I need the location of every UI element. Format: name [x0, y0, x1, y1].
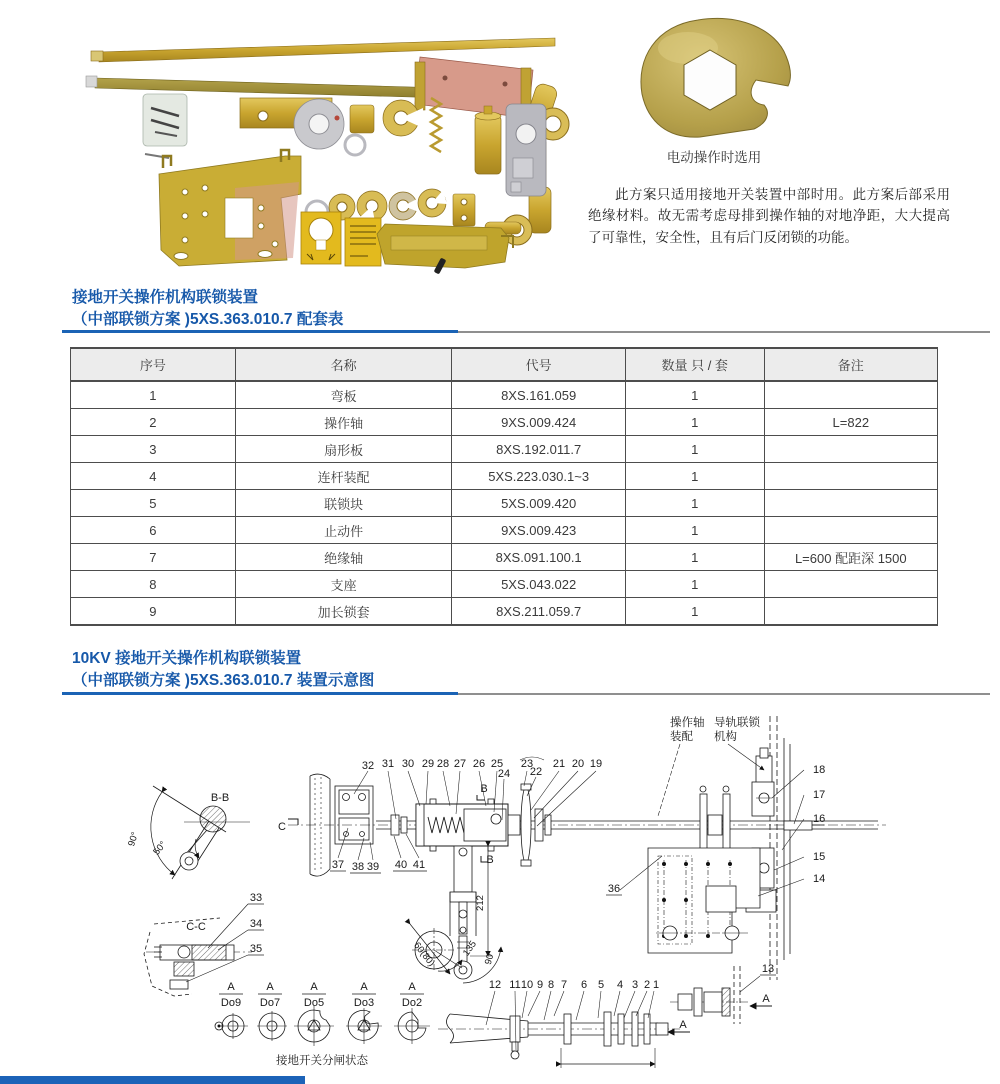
rail-lock-label-2: 机构: [714, 731, 737, 743]
callout-33: 33: [249, 892, 263, 904]
callout-10: 10: [520, 979, 534, 991]
cell: 7: [71, 544, 236, 571]
view-a-label: A: [360, 981, 368, 993]
cell: 1: [71, 381, 236, 409]
rule-blue-segment: [62, 330, 458, 333]
callout-23: 23: [520, 758, 534, 770]
diagram-title-line2: （中部联锁方案 )5XS.363.010.7 装置示意图: [72, 671, 375, 689]
do5-label: Do5: [303, 997, 325, 1009]
cell: 6: [71, 517, 236, 544]
callout-39: 39: [366, 861, 380, 873]
callout-11: 11: [509, 979, 521, 991]
table-title-line2: （中部联锁方案 )5XS.363.010.7 配套表: [72, 310, 344, 328]
cell: 5: [71, 490, 236, 517]
table-row: [71, 517, 938, 544]
assembly-diagram: [58, 698, 990, 1080]
operating-shaft-detail: [438, 979, 690, 1068]
callout-1: 1: [652, 979, 660, 991]
cell: L=822: [764, 409, 937, 436]
cell: 操作轴: [235, 409, 452, 436]
section-b-mark: B: [486, 854, 494, 866]
callout-29: 29: [421, 758, 435, 770]
callout-37: 37: [331, 859, 345, 871]
col-header-code: 代号: [452, 348, 625, 381]
dim-60-80: 60(80): [411, 940, 437, 969]
table-row: [71, 436, 938, 463]
cell: 1: [625, 490, 764, 517]
cell: 1: [625, 598, 764, 626]
photo-flange-parts: [294, 99, 423, 155]
cell: [764, 436, 937, 463]
section-a-mark: A: [762, 993, 770, 1005]
view-a-label: A: [310, 981, 318, 993]
do7-label: Do7: [259, 997, 281, 1009]
photo-hardware-bag: [143, 94, 187, 158]
cell: 9: [71, 598, 236, 626]
rule-gray-segment: [458, 331, 990, 333]
op-shaft-label-2: 装配: [670, 731, 693, 743]
callout-24: 24: [497, 768, 511, 780]
diagram-section-title: [72, 648, 374, 691]
table-row: [71, 490, 938, 517]
callout-14: 14: [813, 873, 826, 885]
callout-30: 30: [401, 758, 415, 770]
section-bb-detail: [126, 786, 250, 879]
callout-27: 27: [453, 758, 467, 770]
photo-warning-labels: [301, 212, 381, 266]
cam-do7: [257, 1011, 287, 1041]
callout-12: 12: [488, 979, 502, 991]
callout-34: 34: [249, 918, 263, 930]
cell: [764, 598, 937, 626]
cell: 8: [71, 571, 236, 598]
cell: 加长锁套: [235, 598, 452, 626]
callout-22: 22: [529, 766, 543, 778]
callout-32: 32: [361, 760, 375, 772]
cell: 5XS.223.030.1~3: [452, 463, 625, 490]
col-header-remark: 备注: [764, 348, 937, 381]
callout-38: 38: [351, 861, 365, 873]
view-a-label: A: [266, 981, 274, 993]
cell: [764, 381, 937, 409]
scheme-note: 此方案只适用接地开关装置中部时用。此方案后部采用绝缘材料。故无需考虑母排到操作轴的对地净距，大大提高了可靠性，安全性，且有后门反闭锁的功能。: [588, 186, 950, 245]
cell: 8XS.211.059.7: [452, 598, 625, 626]
view-a-label: A: [227, 981, 235, 993]
callout-31: 31: [381, 758, 395, 770]
parts-kit-photo: [85, 12, 585, 278]
cam-do3: [346, 1008, 382, 1044]
col-header-name: 名称: [235, 348, 452, 381]
sector-cam-photo: [628, 8, 800, 142]
table-row: [71, 544, 938, 571]
table-section-title: [72, 287, 343, 330]
section-b-mark: B: [480, 783, 488, 795]
callout-4: 4: [616, 979, 624, 991]
callout-18: 18: [813, 764, 826, 776]
section-a-mark: A: [679, 1019, 687, 1031]
cell: 1: [625, 436, 764, 463]
callout-16: 16: [813, 813, 826, 825]
callout-2: 2: [643, 979, 651, 991]
cam-do9: [215, 1013, 248, 1039]
cam-views-caption: 接地开关分闸状态: [276, 1055, 368, 1067]
cell: 连杆装配: [235, 463, 452, 490]
table-title-line1: 接地开关操作机构联锁装置: [72, 289, 259, 306]
title-rule-2: [62, 692, 990, 696]
cell: 1: [625, 381, 764, 409]
callout-3: 3: [631, 979, 639, 991]
cam-do2: [394, 1008, 430, 1044]
callout-15: 15: [813, 851, 826, 863]
callout-8: 8: [547, 979, 555, 991]
callout-28: 28: [436, 758, 450, 770]
footer-accent-bar: [0, 1076, 305, 1084]
cell: 8XS.161.059: [452, 381, 625, 409]
dim-212: 212: [475, 895, 486, 911]
cell: 2: [71, 409, 236, 436]
cell: 3: [71, 436, 236, 463]
cam-photo-caption: 电动操作时选用: [666, 150, 762, 165]
cell: 9XS.009.424: [452, 409, 625, 436]
section-cc-label: C-C: [186, 921, 206, 933]
cell: 8XS.192.011.7: [452, 436, 625, 463]
photo-cylinder-and-block: [475, 104, 546, 196]
cell: 1: [625, 463, 764, 490]
callout-41: 41: [412, 859, 426, 871]
section-bb-label: B-B: [210, 792, 230, 804]
section-c-mark: C: [278, 821, 286, 833]
dim-135: 135: [460, 938, 480, 959]
col-header-index: 序号: [71, 348, 236, 381]
cam-do5: [294, 1006, 334, 1046]
photo-bent-plate: [159, 150, 301, 266]
dim-90: 90: [482, 952, 497, 966]
cell: 止动件: [235, 517, 452, 544]
callout-21: 21: [552, 758, 566, 770]
cell: 5XS.043.022: [452, 571, 625, 598]
callout-20: 20: [571, 758, 585, 770]
callout-26: 26: [472, 758, 486, 770]
callout-25: 25: [490, 758, 504, 770]
item-13-detail: [670, 963, 776, 1024]
callout-17: 17: [813, 789, 826, 801]
table-header-row: [71, 348, 938, 381]
op-shaft-label-1: 操作轴: [670, 717, 705, 729]
callout-7: 7: [560, 979, 568, 991]
cell: L=600 配距深 1500: [764, 544, 937, 571]
cell: 8XS.091.100.1: [452, 544, 625, 571]
photo-channel-bracket: [377, 224, 513, 274]
cell: [764, 463, 937, 490]
cam-position-views: [215, 981, 430, 1067]
callout-9: 9: [536, 979, 544, 991]
rail-lock-label-1: 导轨联锁: [714, 717, 760, 729]
table-row: [71, 409, 938, 436]
table-row: [71, 598, 938, 626]
rule-blue-segment: [62, 692, 458, 695]
view-a-label: A: [408, 981, 416, 993]
callout-40: 40: [394, 859, 408, 871]
cell: [764, 571, 937, 598]
cell: [764, 490, 937, 517]
do2-label: Do2: [401, 997, 423, 1009]
callout-19: 19: [589, 758, 603, 770]
angle-90-label: 90°: [126, 830, 142, 848]
table-row: [71, 463, 938, 490]
cell: 1: [625, 571, 764, 598]
cell: [764, 517, 937, 544]
table-row: [71, 381, 938, 409]
cell: 9XS.009.423: [452, 517, 625, 544]
section-cc-detail: [144, 892, 264, 996]
cell: 弯板: [235, 381, 452, 409]
rail-interlock-assembly: [606, 715, 825, 980]
parts-table: [70, 347, 938, 626]
callout-5: 5: [597, 979, 605, 991]
diagram-title-line1: 10KV 接地开关操作机构联锁装置: [72, 650, 302, 667]
cell: 1: [625, 544, 764, 571]
main-assembly: [278, 757, 886, 983]
cell: 4: [71, 463, 236, 490]
cell: 1: [625, 517, 764, 544]
callout-36: 36: [607, 883, 621, 895]
callout-35: 35: [249, 943, 263, 955]
do9-label: Do9: [220, 997, 242, 1009]
cell: 5XS.009.420: [452, 490, 625, 517]
rule-gray-segment: [458, 693, 990, 695]
callout-6: 6: [580, 979, 588, 991]
col-header-qty: 数量 只 / 套: [625, 348, 764, 381]
callout-13: 13: [761, 963, 775, 975]
table-row: [71, 571, 938, 598]
do3-label: Do3: [353, 997, 375, 1009]
title-rule-1: [62, 330, 990, 334]
cell: 1: [625, 409, 764, 436]
angle-50-label: 50°: [151, 839, 169, 858]
cell: 扇形板: [235, 436, 452, 463]
cell: 支座: [235, 571, 452, 598]
cell: 联锁块: [235, 490, 452, 517]
cell: 绝缘轴: [235, 544, 452, 571]
